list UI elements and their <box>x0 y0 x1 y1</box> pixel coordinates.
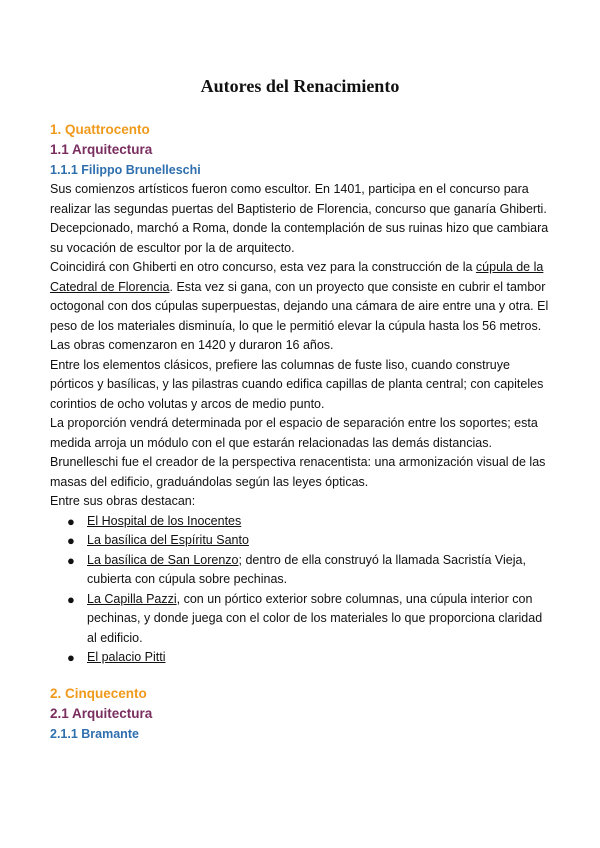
document-body <box>50 120 550 744</box>
list-item <box>50 590 550 649</box>
link-palacio-pitti[interactable]: El palacio Pitti <box>87 650 166 664</box>
bullet-icon: ● <box>67 533 75 548</box>
subsection-heading-arquitectura: 1.1 Arquitectura <box>50 142 153 157</box>
link-basilica-espiritu-santo[interactable]: La basílica del Espíritu Santo <box>87 533 249 547</box>
paragraph-perspectiva: Brunelleschi fue el creador de la perspectiva renacentista: una armonización visual de las masas del edificio, graduándolas según las leyes ópticas. <box>50 455 546 489</box>
section-gap <box>50 668 550 684</box>
paragraph-comienzos: Sus comienzos artísticos fueron como escultor. En 1401, participa en el concurso para realizar las segundas puertas del Baptisterio de Florencia, concurso que ganaría Ghiberti. Decepcionado, marchó a Roma, donde la contemplación de sus ruinas hizo que cambiara su vocación de escultor por la de arquitecto. <box>50 182 549 255</box>
list-item-text: , con un pórtico exterior sobre columnas, una cúpula interior con pechinas, y donde juega con el color de los materiales lo que proporciona claridad al edificio. <box>87 591 543 645</box>
subsubsection-heading-brunelleschi: 1.1.1 Filippo Brunelleschi <box>50 163 201 177</box>
link-capilla-pazzi[interactable]: La Capilla Pazzi <box>87 591 177 606</box>
document-title: Autores del Renacimiento <box>200 76 400 96</box>
paragraph-elementos-clasicos: Entre los elementos clásicos, prefiere las columnas de fuste liso, cuando construye pórticos y basílicas, y las pilastras cuando edifica capillas de planta central; con capiteles corintios de ocho volutas y arcos de medio punto. <box>50 357 544 411</box>
subsection-heading-arquitectura-2: 2.1 Arquitectura <box>50 705 153 721</box>
section-heading-quattrocento: 1. Quattrocento <box>50 122 150 137</box>
list-item <box>50 551 550 590</box>
bullet-icon: ● <box>67 552 75 568</box>
list-item <box>50 531 550 551</box>
list-item <box>50 648 550 668</box>
paragraph-proporcion: La proporción vendrá determinada por el espacio de separación entre los soportes; esta medida arroja un módulo con el que estarán relacionadas las demás distancias. <box>50 416 538 450</box>
bullet-icon: ● <box>67 591 75 607</box>
paragraph-cupula-text-b: . Esta vez si gana, con un proyecto que consiste en cubrir el tambor octogonal con dos cúpulas superpuestas, dejando una cámara de aire entre una y otra. El peso de los materiales disminuía, lo que le permitió elevar la cúpula hasta los 56 metros. Las obras comenzaron en 1420 y duraron 16 años. <box>50 279 549 352</box>
list-item <box>50 512 550 532</box>
link-hospital-inocentes[interactable]: El Hospital de los Inocentes <box>87 513 242 528</box>
link-basilica-san-lorenzo[interactable]: La basílica de San Lorenzo <box>87 552 239 567</box>
paragraph-obras-intro: Entre sus obras destacan: <box>50 494 196 508</box>
subsubsection-heading-bramante: 2.1.1 Bramante <box>50 726 139 741</box>
bullet-icon: ● <box>67 650 75 665</box>
paragraph-cupula <box>50 258 550 356</box>
bullet-icon: ● <box>67 513 75 529</box>
works-list <box>50 512 550 668</box>
link-cupula-catedral[interactable]: cúpula de la Catedral de Florencia <box>50 260 544 294</box>
section-heading-cinquecento: 2. Cinquecento <box>50 685 147 701</box>
paragraph-cupula-text-a: Coincidirá con Ghiberti en otro concurso, esta vez para la construcción de la <box>50 260 476 274</box>
list-item-text: ; dentro de ella construyó la llamada Sacristía Vieja, cubierta con cúpula sobre pechinas. <box>87 552 526 586</box>
